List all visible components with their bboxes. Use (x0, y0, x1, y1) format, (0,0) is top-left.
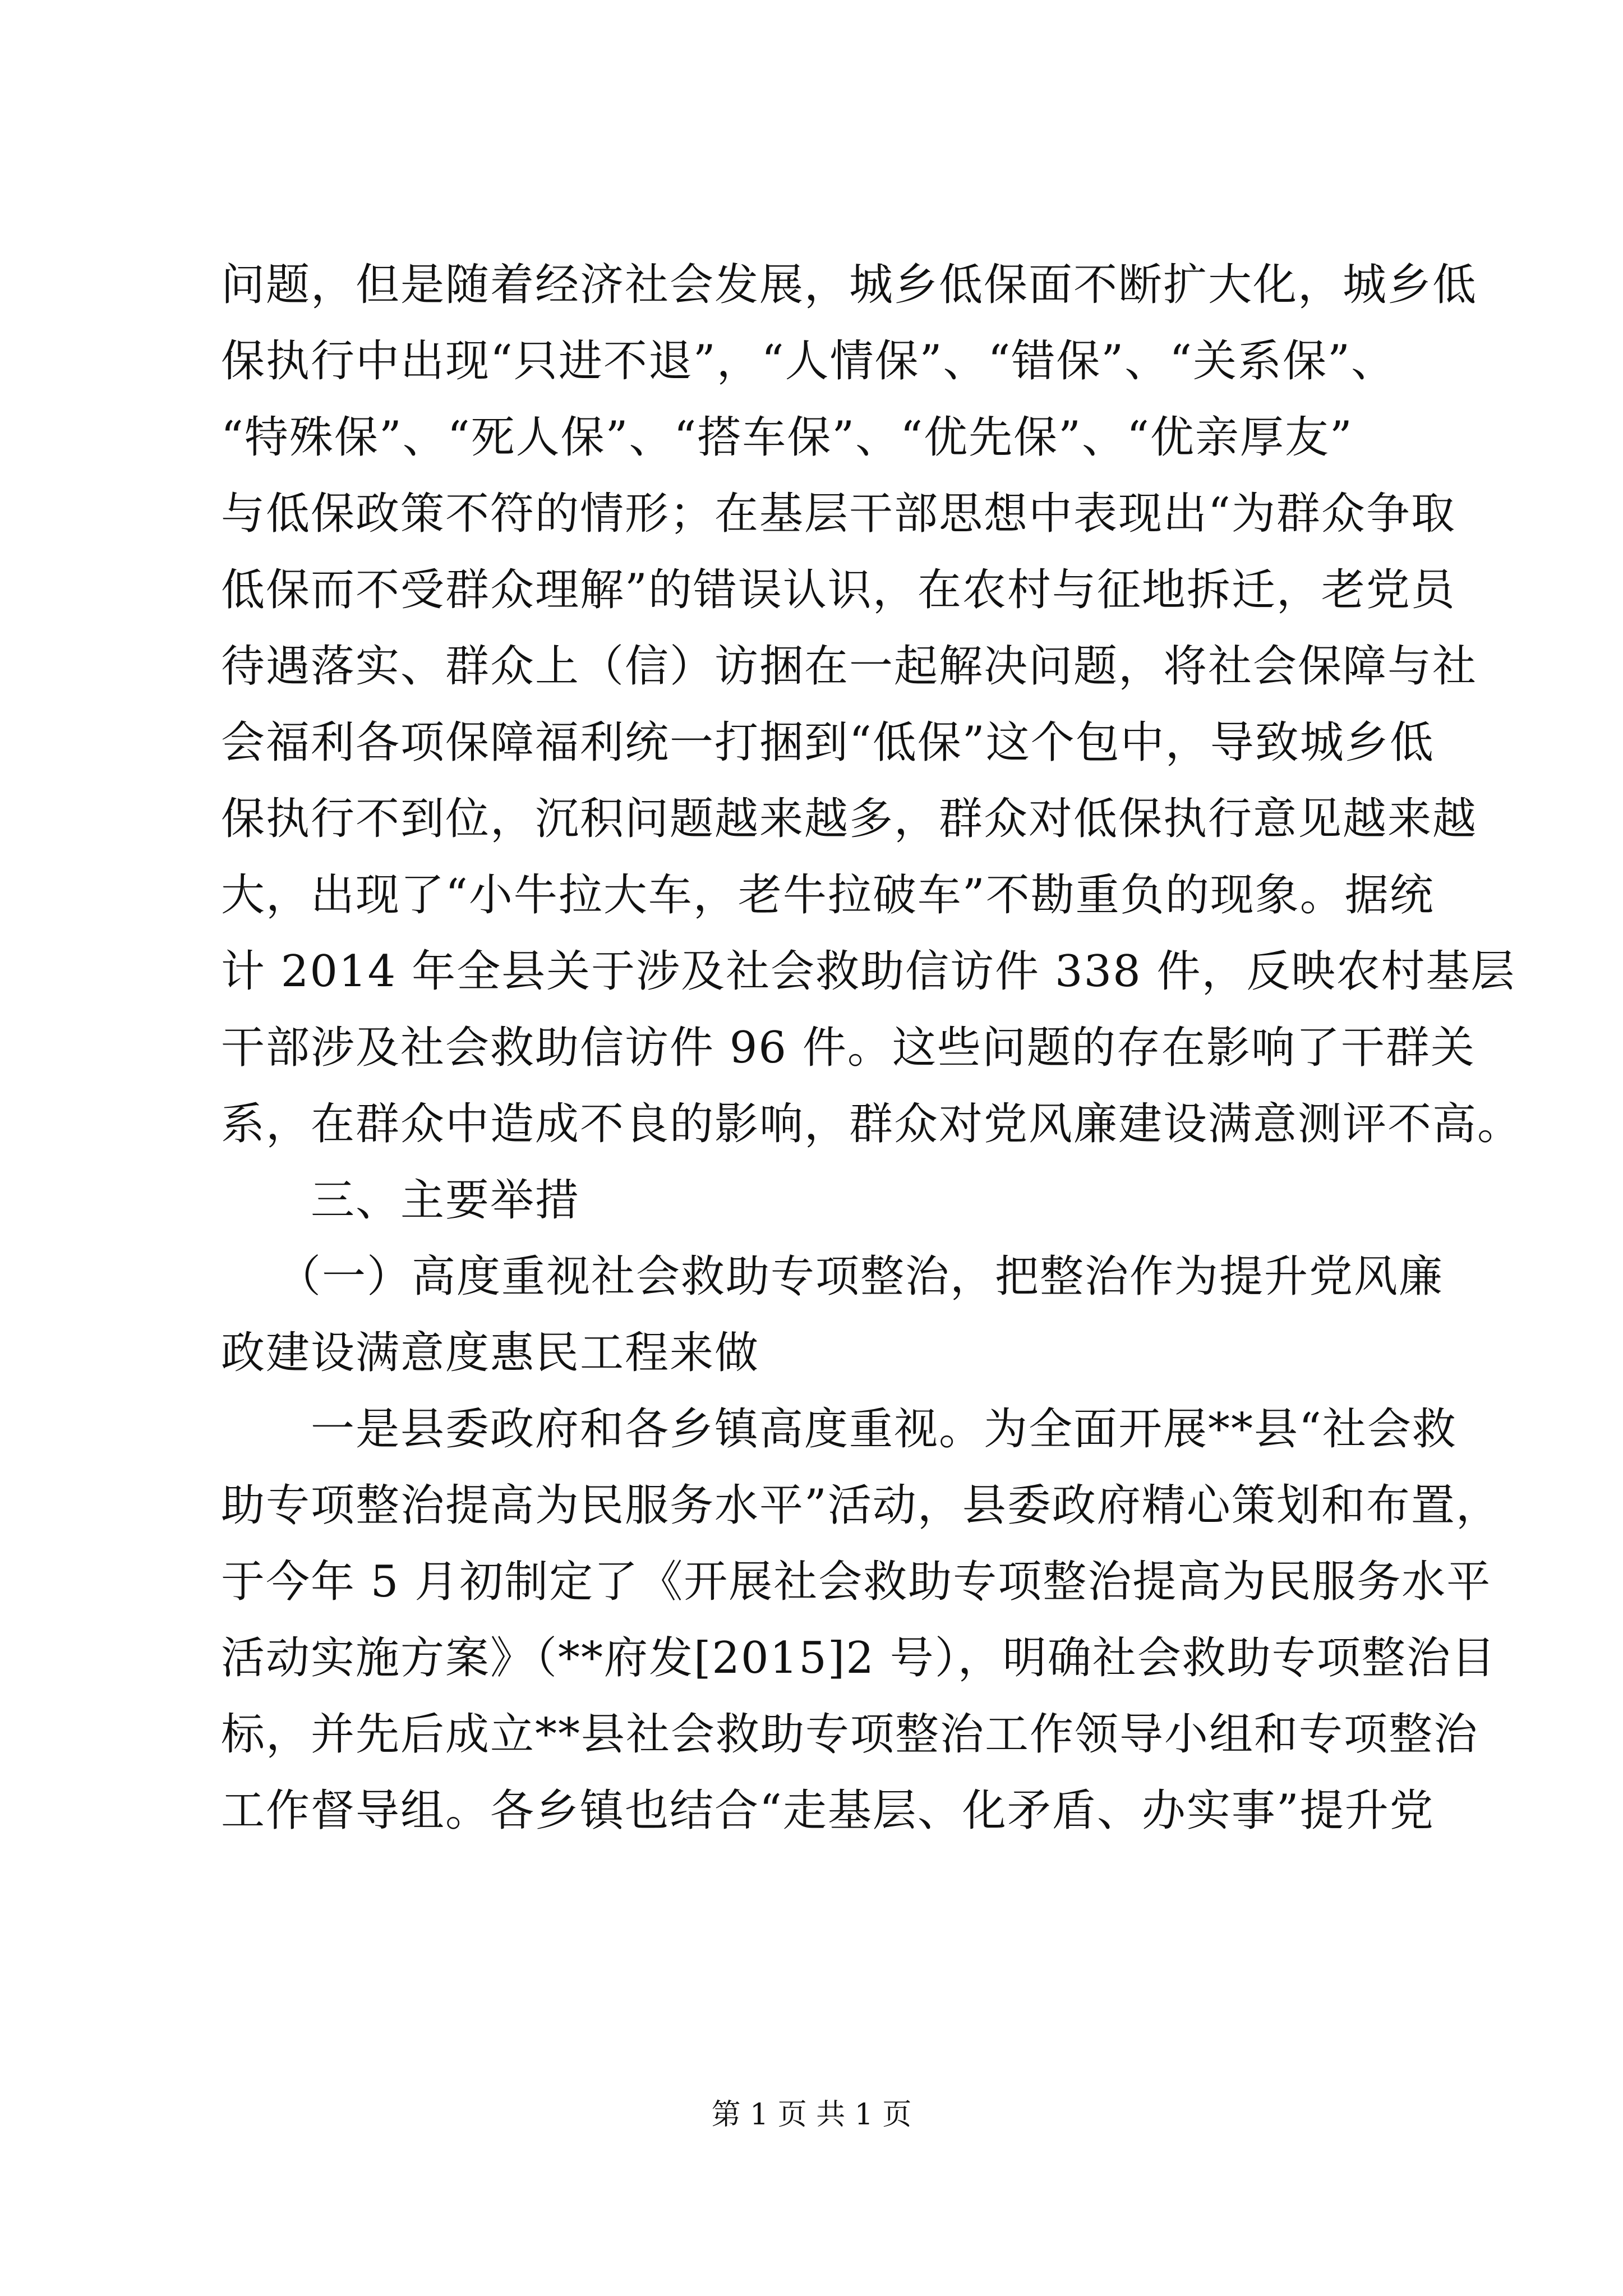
text-line: 工作督导组。各乡镇也结合“走基层、化矛盾、办实事”提升党 (221, 1786, 1435, 1836)
text-line: 活动实施方案》（**府发[2015]2 号），明确社会救助专项整治目 (221, 1633, 1496, 1683)
text-line: 问题，但是随着经济社会发展，城乡低保面不断扩大化，城乡低 (221, 260, 1478, 310)
text-line: 助专项整治提高为民服务水平”活动，县委政府精心策划和布置， (221, 1480, 1501, 1531)
text-line: 保执行不到位，沉积问题越来越多，群众对低保执行意见越来越 (221, 794, 1478, 844)
text-line: 低保而不受群众理解”的错误认识，在农村与征地拆迁，老党员 (221, 565, 1456, 615)
document-body (221, 247, 1523, 1849)
text-line: 保执行中出现“只进不退”，“人情保”、“错保”、“关系保”、 (221, 336, 1396, 386)
text-line: 大，出现了“小牛拉大车，老牛拉破车”不勘重负的现象。据统 (221, 870, 1435, 921)
text-line: 标，并先后成立**县社会救助专项整治工作领导小组和专项整治 (221, 1709, 1479, 1760)
page-number-footer: 第 1 页 共 1 页 (711, 2098, 912, 2132)
subsection-heading: （一）高度重视社会救助专项整治，把整治作为提升党风廉 (277, 1251, 1444, 1302)
section-heading: 三、主要举措 (311, 1175, 580, 1226)
text-line: “特殊保”、“死人保”、“搭车保”、“优先保”、“优亲厚友” (221, 412, 1353, 463)
text-line: 待遇落实、群众上（信）访捆在一起解决问题，将社会保障与社 (221, 641, 1478, 692)
text-line: 干部涉及社会救助信访件 96 件。这些问题的存在影响了干群关 (221, 1023, 1476, 1073)
text-line: 政建设满意度惠民工程来做 (221, 1328, 760, 1378)
text-line: 与低保政策不符的情形；在基层干部思想中表现出“为群众争取 (221, 489, 1456, 539)
text-line: 系，在群众中造成不良的影响，群众对党风廉建设满意测评不高。 (221, 1099, 1523, 1149)
text-line: 会福利各项保障福利统一打捆到“低保”这个包中，导致城乡低 (221, 717, 1435, 768)
paragraph-first-line: 一是县委政府和各乡镇高度重视。为全面开展**县“社会救 (311, 1404, 1457, 1455)
text-line: 于今年 5 月初制定了《开展社会救助专项整治提高为民服务水平 (221, 1557, 1492, 1607)
text-line: 计 2014 年全县关于涉及社会救助信访件 338 件，反映农村基层 (221, 946, 1516, 997)
